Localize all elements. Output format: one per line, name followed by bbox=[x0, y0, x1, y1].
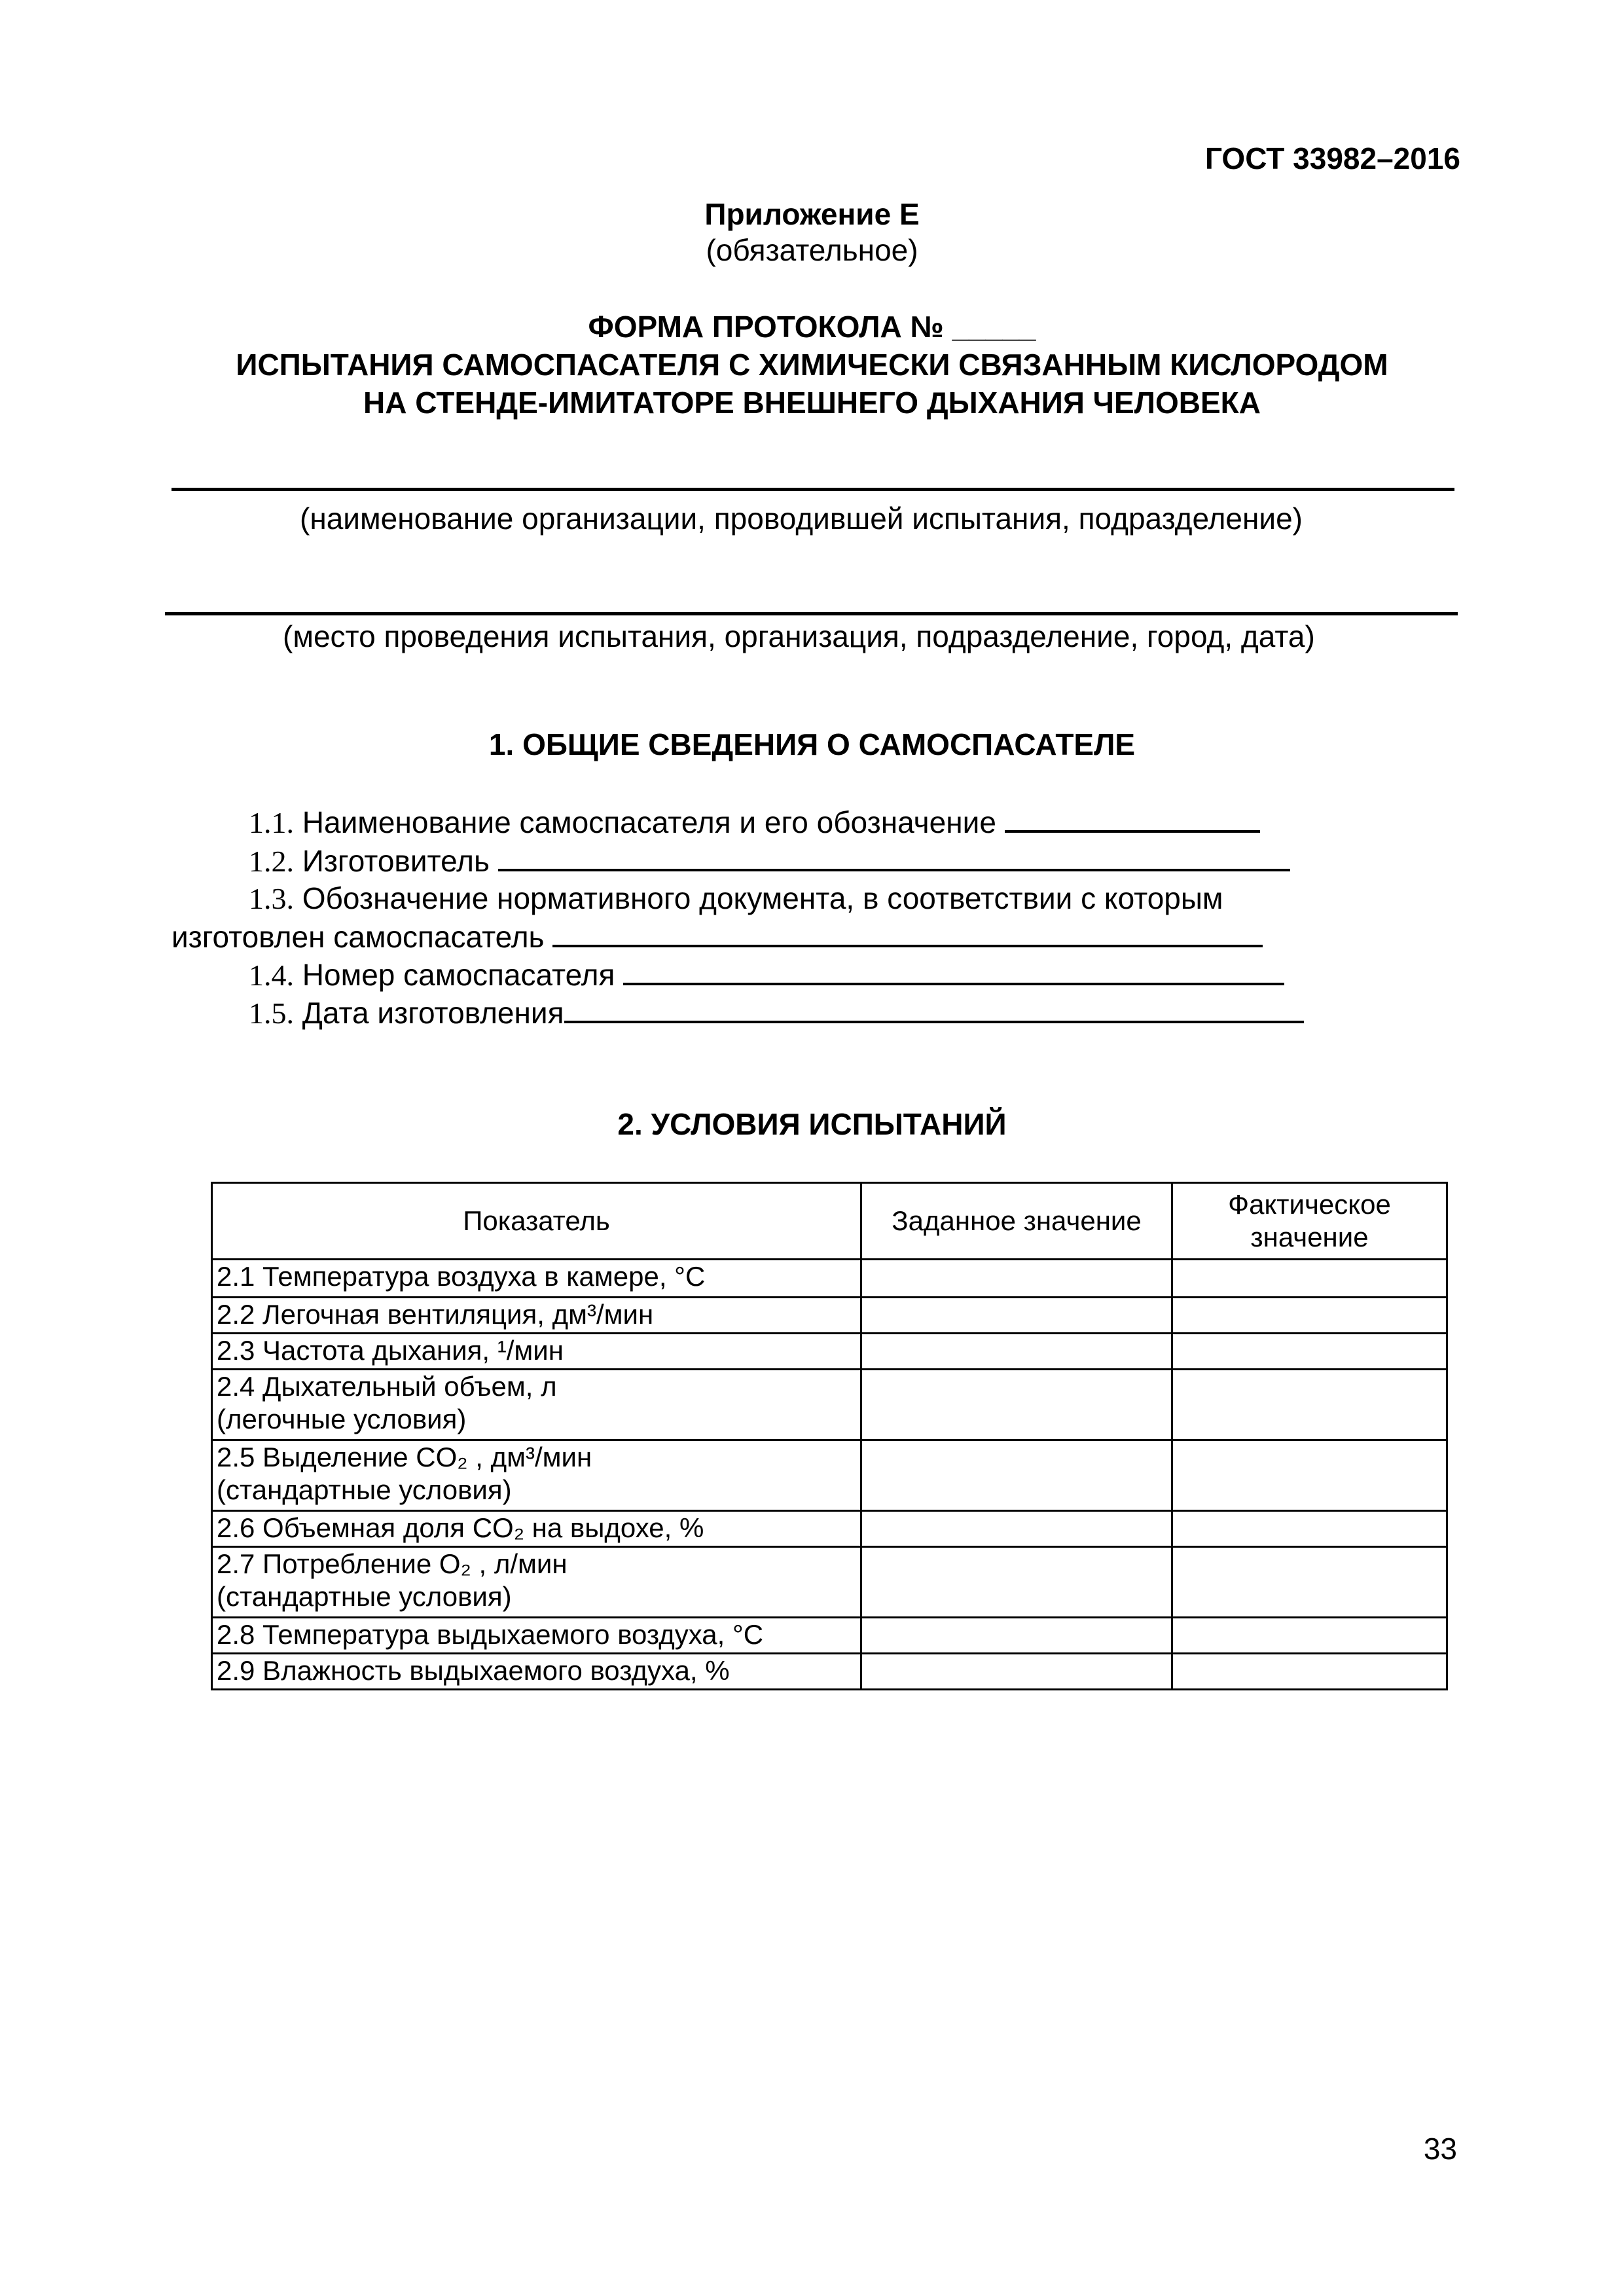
set-value-cell[interactable] bbox=[861, 1370, 1172, 1440]
table-row bbox=[212, 1654, 1447, 1690]
indicator-cell: 2.6 Объемная доля CO₂ на выдохе, % bbox=[212, 1511, 861, 1547]
organization-blank-line[interactable] bbox=[171, 488, 1454, 491]
set-value-cell[interactable] bbox=[861, 1654, 1172, 1690]
indicator-line-1: 2.4 Дыхательный объем, л bbox=[217, 1371, 557, 1402]
form-title bbox=[0, 308, 1624, 422]
field-1-2-blank[interactable] bbox=[498, 843, 1290, 871]
field-label: Дата изготовления bbox=[302, 996, 564, 1030]
indicator-cell: 2.1 Температура воздуха в камере, °С bbox=[212, 1260, 861, 1298]
field-label: Обозначение нормативного документа, в соответствии с которым bbox=[302, 881, 1223, 915]
indicator-cell bbox=[212, 1370, 861, 1440]
field-1-3-blank[interactable] bbox=[552, 919, 1263, 947]
appendix-title: Приложение Е bbox=[704, 197, 920, 231]
organization-caption: (наименование организации, проводившей испытания, подразделение) bbox=[300, 501, 1303, 536]
table-row bbox=[212, 1618, 1447, 1654]
form-title-line-2: ИСПЫТАНИЯ САМОСПАСАТЕЛЯ С ХИМИЧЕСКИ СВЯЗАННЫМ КИСЛОРОДОМ bbox=[236, 348, 1388, 382]
table-row bbox=[212, 1370, 1447, 1440]
actual-value-cell[interactable] bbox=[1172, 1298, 1447, 1334]
field-label-continued: изготовлен самоспасатель bbox=[171, 920, 545, 954]
field-1-1-blank[interactable] bbox=[1005, 804, 1260, 833]
table-row bbox=[212, 1547, 1447, 1618]
column-header-actual-value: Фактическое значение bbox=[1172, 1183, 1447, 1260]
indicator-line-2: (легочные условия) bbox=[217, 1404, 467, 1434]
indicator-line-2: (стандартные условия) bbox=[217, 1581, 512, 1612]
actual-value-cell[interactable] bbox=[1172, 1370, 1447, 1440]
conditions-table bbox=[211, 1182, 1448, 1690]
section-2-title: 2. УСЛОВИЯ ИСПЫТАНИЙ bbox=[617, 1107, 1007, 1141]
place-blank-line[interactable] bbox=[165, 612, 1458, 615]
field-label: Номер самоспасателя bbox=[302, 958, 615, 992]
set-value-cell[interactable] bbox=[861, 1547, 1172, 1618]
set-value-cell[interactable] bbox=[861, 1298, 1172, 1334]
field-1-4 bbox=[249, 957, 1284, 993]
field-number: 1.5. bbox=[249, 996, 294, 1030]
table-row bbox=[212, 1334, 1447, 1370]
table-row bbox=[212, 1511, 1447, 1547]
form-title-line-3: НА СТЕНДЕ-ИМИТАТОРЕ ВНЕШНЕГО ДЫХАНИЯ ЧЕЛОВЕКА bbox=[363, 386, 1261, 420]
document-code: ГОСТ 33982–2016 bbox=[1204, 141, 1460, 175]
indicator-cell bbox=[212, 1440, 861, 1511]
page-number: 33 bbox=[1423, 2132, 1457, 2166]
field-number: 1.2. bbox=[249, 845, 294, 878]
indicator-line-1: 2.7 Потребление O₂ , л/мин bbox=[217, 1548, 568, 1579]
indicator-cell: 2.9 Влажность выдыхаемого воздуха, % bbox=[212, 1654, 861, 1690]
set-value-cell[interactable] bbox=[861, 1334, 1172, 1370]
field-1-5-blank[interactable] bbox=[564, 994, 1304, 1023]
field-label: Изготовитель bbox=[302, 844, 490, 878]
actual-value-cell[interactable] bbox=[1172, 1511, 1447, 1547]
actual-value-cell[interactable] bbox=[1172, 1260, 1447, 1298]
column-header-indicator: Показатель bbox=[212, 1183, 861, 1260]
column-header-set-value: Заданное значение bbox=[861, 1183, 1172, 1260]
appendix-note: (обязательное) bbox=[706, 233, 918, 267]
field-label: Наименование самоспасателя и его обозначение bbox=[302, 805, 996, 839]
table-row bbox=[212, 1440, 1447, 1511]
indicator-cell bbox=[212, 1547, 861, 1618]
set-value-cell[interactable] bbox=[861, 1511, 1172, 1547]
indicator-cell: 2.2 Легочная вентиляция, дм³/мин bbox=[212, 1298, 861, 1334]
actual-value-cell[interactable] bbox=[1172, 1440, 1447, 1511]
table-row bbox=[212, 1260, 1447, 1298]
field-number: 1.3. bbox=[249, 882, 294, 915]
actual-value-cell[interactable] bbox=[1172, 1654, 1447, 1690]
section-1-title: 1. ОБЩИЕ СВЕДЕНИЯ О САМОСПАСАТЕЛЕ bbox=[488, 727, 1136, 761]
indicator-line-2: (стандартные условия) bbox=[217, 1474, 512, 1505]
field-1-3 bbox=[249, 881, 1223, 916]
set-value-cell[interactable] bbox=[861, 1618, 1172, 1654]
actual-value-cell[interactable] bbox=[1172, 1334, 1447, 1370]
place-caption: (место проведения испытания, организация, подразделение, город, дата) bbox=[283, 619, 1315, 653]
field-1-5 bbox=[249, 994, 1304, 1030]
form-title-line-1: ФОРМА ПРОТОКОЛА № _____ bbox=[588, 310, 1036, 344]
set-value-cell[interactable] bbox=[861, 1260, 1172, 1298]
field-1-2 bbox=[249, 843, 1290, 879]
actual-value-cell[interactable] bbox=[1172, 1547, 1447, 1618]
field-number: 1.4. bbox=[249, 958, 294, 992]
indicator-cell: 2.8 Температура выдыхаемого воздуха, °С bbox=[212, 1618, 861, 1654]
indicator-line-1: 2.5 Выделение CO₂ , дм³/мин bbox=[217, 1442, 592, 1472]
table-header-row bbox=[212, 1183, 1447, 1260]
field-1-1 bbox=[249, 804, 1260, 840]
table-row bbox=[212, 1298, 1447, 1334]
indicator-cell: 2.3 Частота дыхания, ¹/мин bbox=[212, 1334, 861, 1370]
field-1-4-blank[interactable] bbox=[623, 957, 1284, 985]
field-number: 1.1. bbox=[249, 806, 294, 839]
actual-value-cell[interactable] bbox=[1172, 1618, 1447, 1654]
set-value-cell[interactable] bbox=[861, 1440, 1172, 1511]
field-1-3-cont bbox=[171, 919, 1263, 955]
